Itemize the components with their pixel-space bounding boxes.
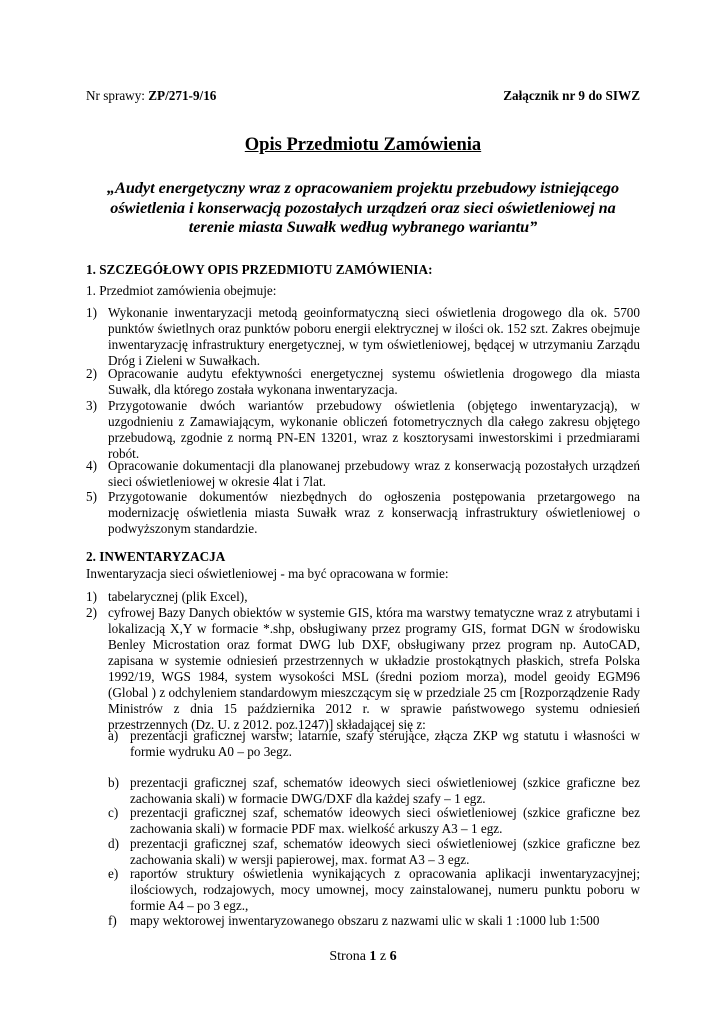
list-item-text: Przygotowanie dwóch wariantów przebudowy oświetlenia (objętego inwentaryzacją), w uzgodnieniu z Zamawiającym, wykonanie obliczeń fotometrycznych dla całego zakresu objętego przebudową, zgodnie z normą PN-EN 13201, wraz z kosztorysami inwestorskimi i przedmiarami robót.	[108, 398, 640, 461]
document-subtitle: „Audyt energetyczny wraz z opracowaniem projektu przebudowy istniejącego oświetlenia i konserwacją pozostałych urządzeń oraz sieci oświetleniowej na terenie miasta Suwałk według wybranego wariantu”	[106, 179, 620, 236]
case-label: Nr sprawy:	[86, 88, 145, 103]
sub-item-letter: a)	[108, 728, 119, 743]
list-item	[86, 366, 640, 398]
sub-list-item	[108, 913, 640, 929]
list-item	[86, 458, 640, 490]
list-item-number: 1)	[86, 305, 97, 320]
sub-list-item	[108, 775, 640, 807]
section-2-heading: 2. INWENTARYZACJA	[86, 549, 226, 564]
document-title: Opis Przedmiotu Zamówienia	[244, 135, 482, 155]
sub-item-text: prezentacji graficznej szaf, schematów ideowych sieci oświetleniowej (szkice graficzne bez zachowania skali) w formacie PDF max. wielkość arkuszy A3 – 1 egz.	[130, 805, 640, 836]
section-1-heading: 1. SZCZEGÓŁOWY OPIS PRZEDMIOTU ZAMÓWIENIA:	[86, 262, 433, 277]
list-item-number: 1)	[86, 589, 97, 604]
sub-list-item	[108, 836, 640, 868]
list-item-text: Opracowanie audytu efektywności energetycznej systemu oświetlenia drogowego dla miasta Suwałk, dla którego została wykonana inwentaryzacja.	[108, 366, 640, 397]
page-separator: z	[379, 949, 387, 964]
sub-item-letter: f)	[108, 913, 117, 928]
sub-item-letter: b)	[108, 775, 119, 790]
list-item-number: 3)	[86, 398, 97, 413]
sub-item-text: raportów struktury oświetlenia wynikających z opracowania aplikacji inwentaryzacyjnej; ilościowych, rodzajowych, mocy umownej, mocy zainstalowanej, numeru punktu poboru w formie A4 – po 3 egz.,	[130, 866, 640, 913]
sub-item-text: prezentacji graficznej szaf, schematów ideowych sieci oświetleniowej (szkice graficzne bez zachowania skali) w wersji papierowej, max. format A3 – 3 egz.	[130, 836, 640, 867]
sub-list-item	[108, 805, 640, 837]
list-item-number: 5)	[86, 489, 97, 504]
total-pages: 6	[389, 949, 397, 964]
list-item	[86, 305, 640, 369]
case-number: ZP/271-9/16	[148, 88, 217, 103]
current-page: 1	[369, 949, 377, 964]
sub-list-item	[108, 728, 640, 760]
list-item-number: 2)	[86, 605, 97, 620]
list-item-text: Wykonanie inwentaryzacji metodą geoinformatyczną sieci oświetlenia drogowego dla ok. 5700 punktów świetlnych oraz punktów poboru energii elektrycznej w ilości ok. 152 szt. Zakres obejmuje inwentaryzację infrastruktury energetycznej, w tym oświetleniowej, będącej w utrzymaniu Zarządu Dróg i Zieleni w Suwałkach.	[108, 305, 640, 368]
list-item	[86, 589, 640, 605]
sub-item-letter: d)	[108, 836, 119, 851]
list-item-text: tabelarycznej (plik Excel),	[108, 589, 248, 604]
list-item	[86, 489, 640, 537]
page-footer	[86, 949, 640, 965]
sub-item-letter: e)	[108, 866, 119, 881]
section-1-intro: 1. Przedmiot zamówienia obejmuje:	[86, 283, 277, 298]
sub-item-text: prezentacji graficznej warstw; latarnie, szafy sterujące, złącza ZKP wg statutu i własności w formie wydruku A0 – po 3egz.	[130, 728, 640, 759]
attachment-label: Załącznik nr 9 do SIWZ	[503, 88, 640, 103]
sub-item-letter: c)	[108, 805, 119, 820]
list-item	[86, 398, 640, 462]
list-item-number: 4)	[86, 458, 97, 473]
sub-item-text: mapy wektorowej inwentaryzowanego obszaru z nazwami ulic w skali 1 :1000 lub 1:500	[130, 913, 600, 928]
page-label: Strona	[329, 949, 366, 964]
list-item-text: Opracowanie dokumentacji dla planowanej przebudowy wraz z konserwacją pozostałych urządzeń sieci oświetleniowej w okresie 4lat i 7lat.	[108, 458, 640, 489]
page-header	[86, 88, 640, 104]
list-item-text: Przygotowanie dokumentów niezbędnych do ogłoszenia postępowania przetargowego na modernizację oświetlenia miasta Suwałk wraz z konserwacją infrastruktury oświetleniowej o podwyższonym standardzie.	[108, 489, 640, 536]
list-item	[86, 605, 640, 733]
sub-list-item	[108, 866, 640, 914]
case-number-line	[86, 88, 216, 104]
sub-item-text: prezentacji graficznej szaf, schematów ideowych sieci oświetleniowej (szkice graficzne bez zachowania skali) w formacie DWG/DXF dla każdej szafy – 1 egz.	[130, 775, 640, 806]
list-item-number: 2)	[86, 366, 97, 381]
list-item-text: cyfrowej Bazy Danych obiektów w systemie GIS, która ma warstwy tematyczne wraz z atrybutami i lokalizacją X,Y w formacie *.shp, obsługiwany przez programy GIS, format DGN w środowisku Benley Microstation oraz format DWG lub DXF, obsługiwany przez program np. AutoCAD, zapisana w systemie odniesień przestrzennych w układzie prostokątnych płaskich, strefa Polska 1992/19, WGS 1984, system wysokości MSL (średni poziom morza), model geoidy EGM96 (Global ) z odchyleniem standardowym mieszczącym się w przedziale 25 cm [Rozporządzenie Rady Ministrów z dnia 15 października 2012 r. w sprawie państwowego systemu odniesień przestrzennych (Dz. U. z 2012. poz.1247)] składającej się z:	[108, 605, 640, 732]
section-2-intro: Inwentaryzacja sieci oświetleniowej - ma być opracowana w formie:	[86, 566, 449, 581]
